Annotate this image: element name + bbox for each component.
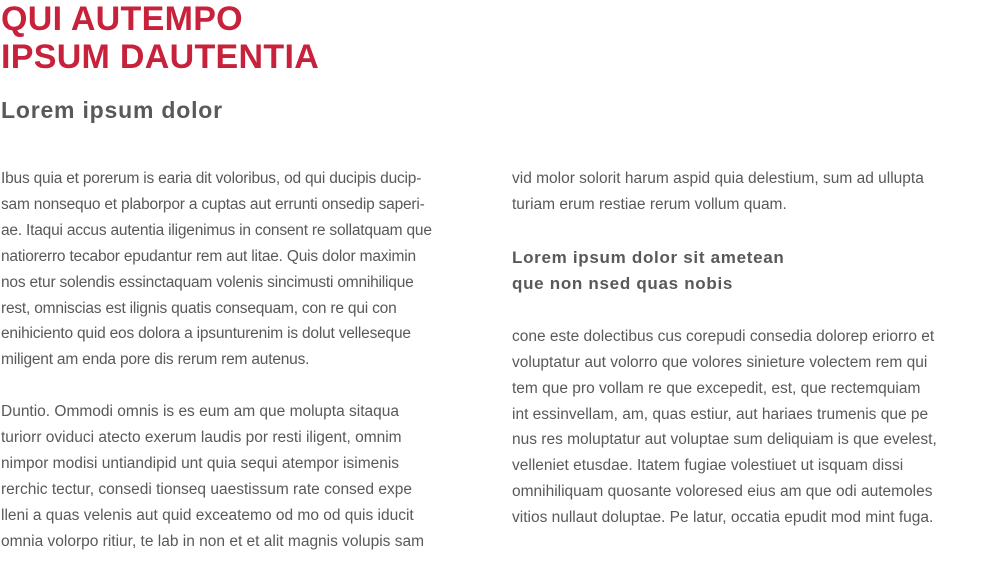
heading-line: Lorem ipsum dolor sit ametean [512,247,785,267]
body-paragraph [512,324,1001,531]
text-line: omnia volorpo ritiur, te lab in non et et alit magnis volupis sam [1,532,425,550]
body-paragraph [512,166,1001,218]
title-line: IPSUM DAUTENTIA [1,38,320,76]
text-line: ae. Itaqui accus autentia iligenimus in consent re sollatquam que [1,221,432,239]
text-line: cone este dolectibus cus corepudi consedia dolorep eriorro et [512,327,935,345]
text-line: Duntio. Ommodi omnis is es eum am que molupta sitaqua [1,403,400,421]
title-line: QUI AUTEMPO [1,0,243,38]
text-line: velleniet etusdae. Itatem fugiae volestiuet ut isquam dissi [512,457,904,475]
text-line: Ibus quia et porerum is earia dit voloribus, od qui ducipis ducip- [1,170,422,187]
text-line: turiorr oviduci atecto exerum laudis por resti iligent, omnim [1,429,402,447]
heading-line: que non nsed quas nobis [512,273,734,293]
text-line: enihiciento quid eos dolora a ipsunturenim is dolut velleseque [1,325,411,343]
text-line: miligent am enda pore dis rerum rem autenus. [1,351,310,369]
text-line: turiam erum restiae rerum vollum quam. [512,195,787,213]
text-line: nus res moluptatur aut voluptae sum deliquiam is que evelest, [512,431,937,449]
text-line: nimpor modisi untiandipid unt quia sequi atempor isimenis [1,455,400,473]
text-line: nos etur solendis essinctaquam volenis sincimusti omnihilique [1,273,414,291]
body-paragraph [1,166,487,373]
body-paragraph [1,399,487,554]
text-line: lleni a quas velenis aut quid exceatemo od mo od quis iducit [1,506,414,524]
document-title [1,0,319,76]
section-heading [512,245,1001,297]
left-column [1,166,487,555]
text-line: vid molor solorit harum aspid quia delestium, sum ad ullupta [512,170,924,187]
text-line: vitios nullaut doluptae. Pe latur, occatia epudit mod mint fuga. [512,509,934,527]
text-line: sam nonsequo et plaborpor a cuptas aut errunti onsedip saperi- [1,195,425,213]
document-subtitle: Lorem ipsum dolor [1,97,223,123]
text-line: int essinvellam, am, quas estiur, aut hariaes trumenis que pe [512,405,929,423]
text-line: omnihiliquam quosante voloresed eius am que odi autemoles [512,483,933,501]
text-line: natiorerro tecabor epudantur rem aut litae. Quis dolor maximin [1,247,416,265]
text-line: rerchic tectur, consedi tionseq uaestissum rate consed expe [1,480,412,498]
text-line: voluptatur aut volorro que volores sinieture volectem rem qui [512,353,928,371]
right-column [512,166,1001,531]
text-line: tem que pro vollam re que excepedit, est, que rectemquiam [512,379,921,397]
text-line: rest, omniscias est ilignis quatis consequam, con re qui con [1,299,397,317]
